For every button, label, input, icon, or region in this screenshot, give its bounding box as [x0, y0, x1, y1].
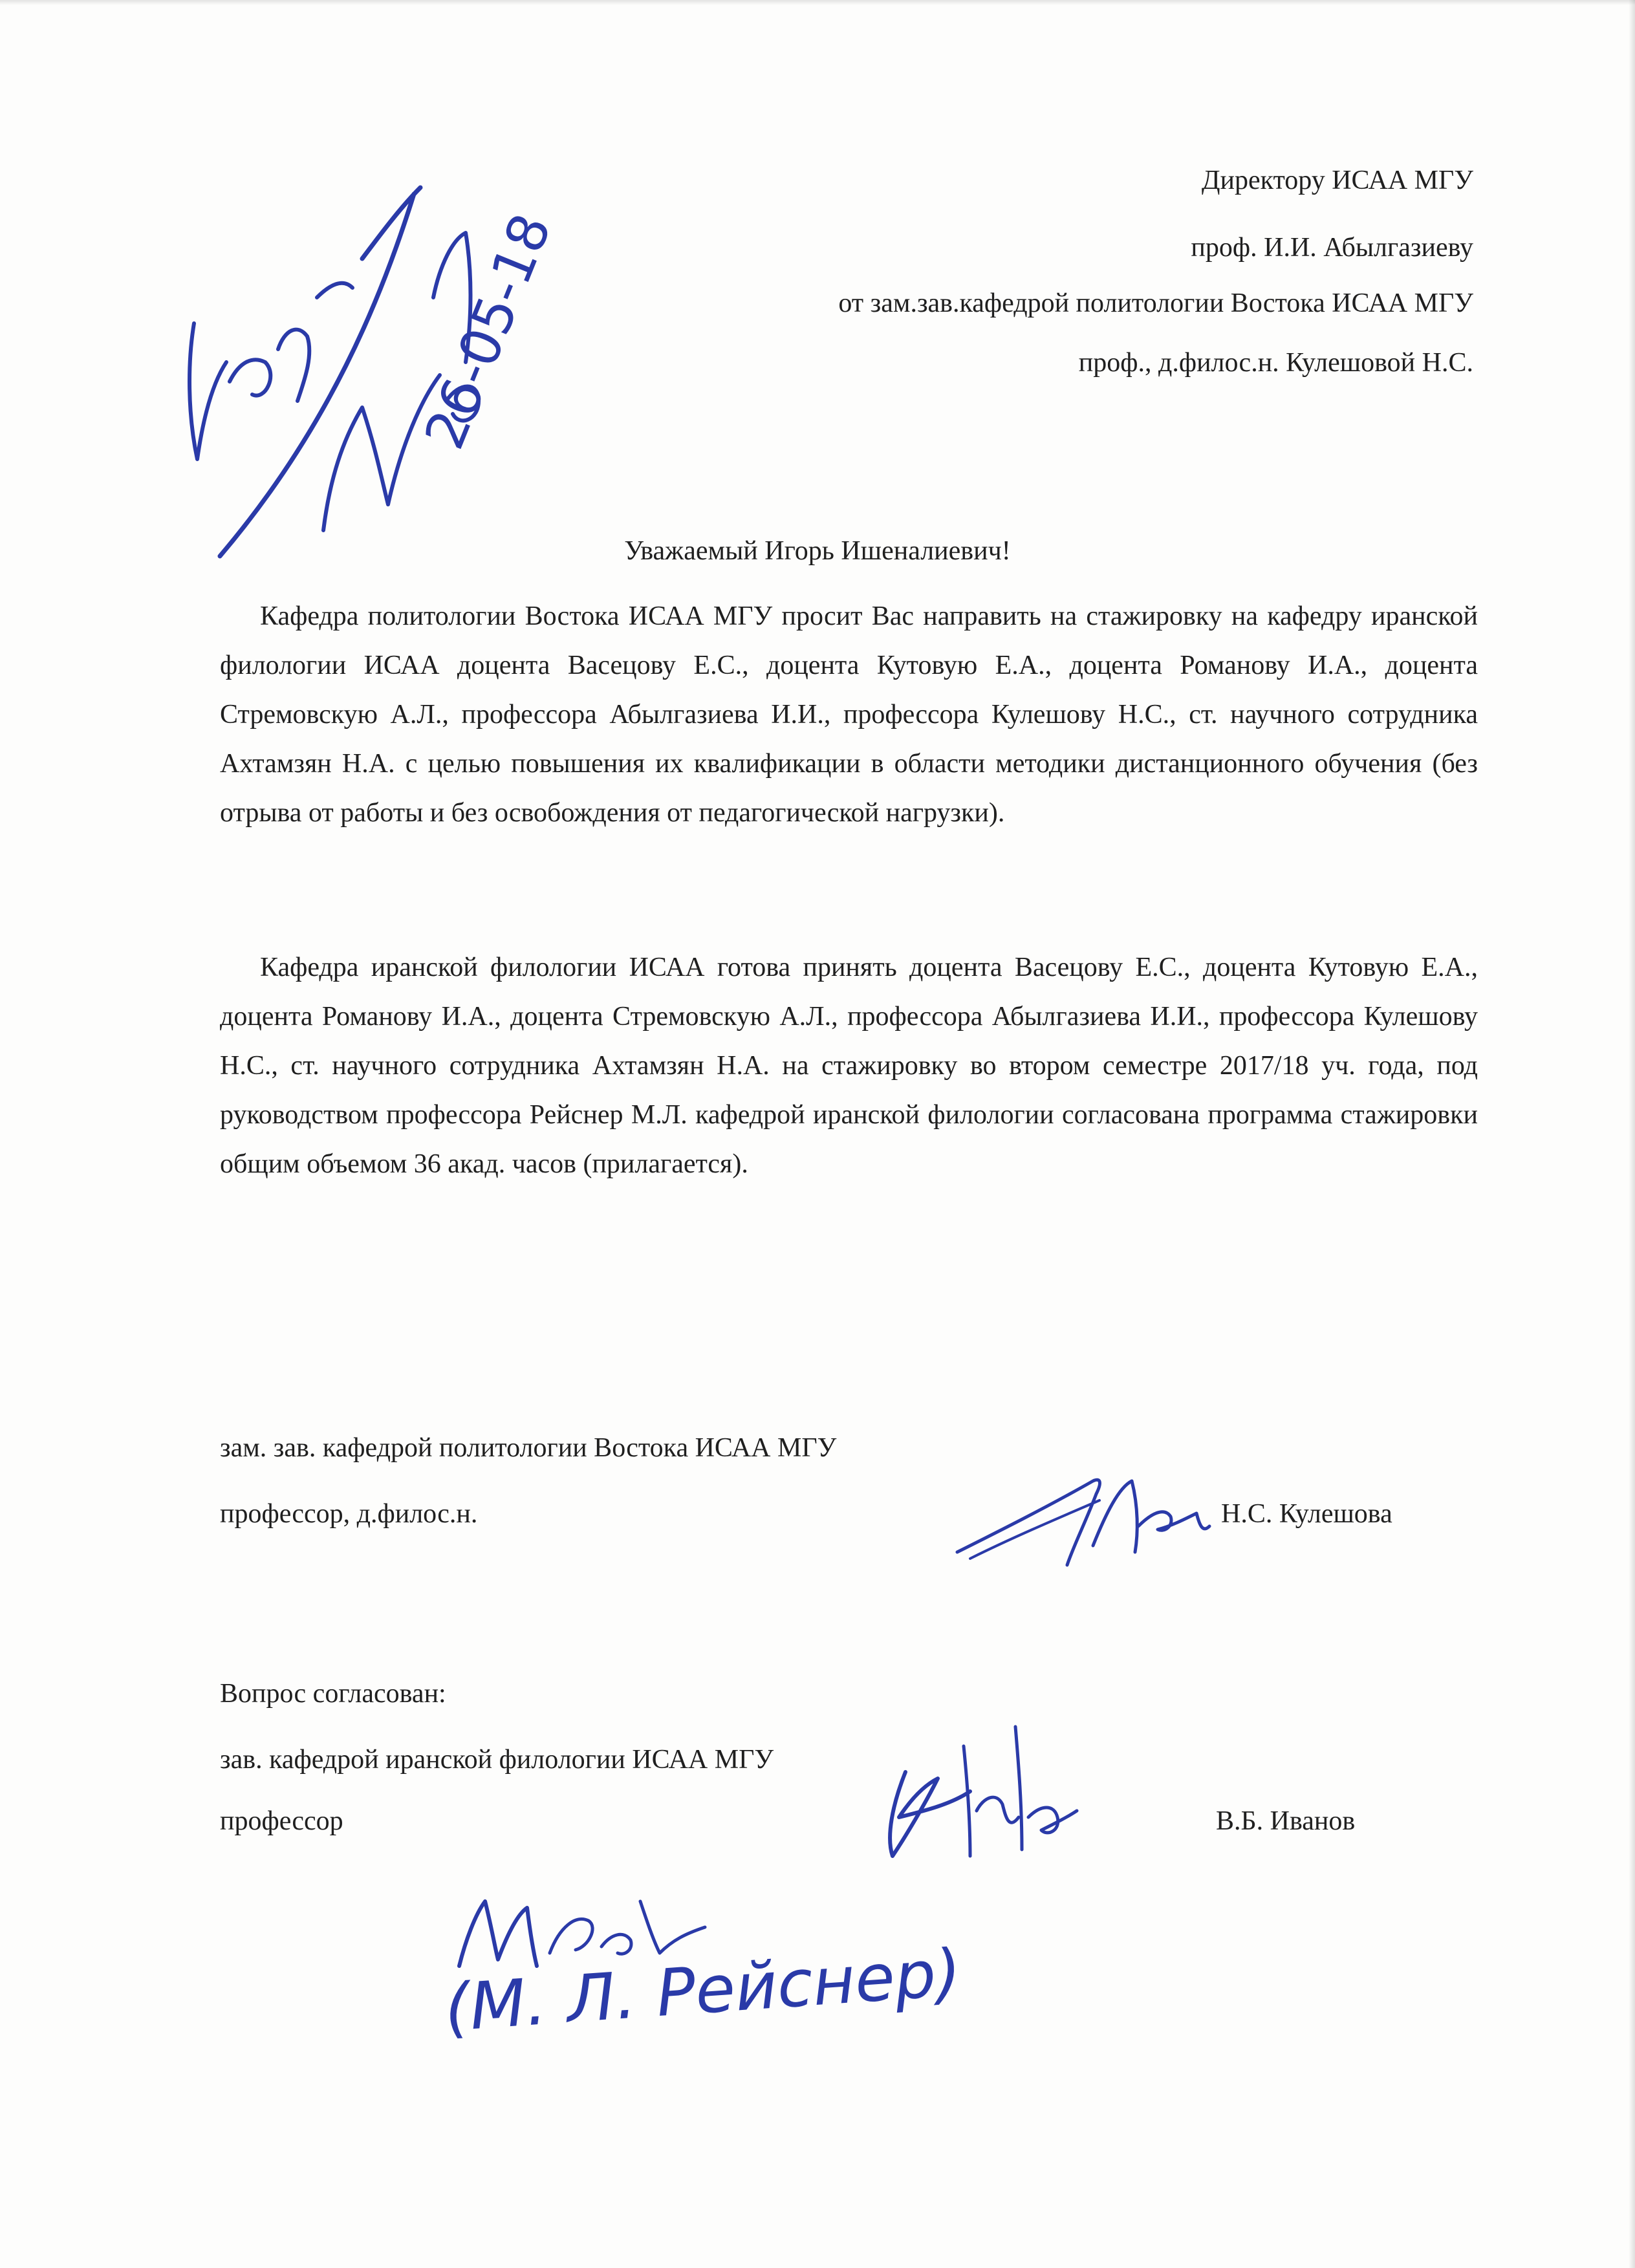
sender-line-2: проф., д.филос.н. Кулешовой Н.С.	[1078, 348, 1473, 378]
reisner-name-text: (М. Л. Рейснер)	[442, 1934, 963, 2046]
addressee-line-1: Директору ИСАА МГУ	[1201, 166, 1473, 195]
approver-title: профессор	[220, 1806, 343, 1836]
scan-edge-shadow	[1629, 0, 1635, 2268]
approval-label: Вопрос согласован:	[220, 1679, 446, 1709]
signature-kuleshova	[944, 1455, 1229, 1584]
signatory-position: зам. зав. кафедрой политологии Востока ИСАА МГУ	[220, 1433, 837, 1463]
addressee-line-2: проф. И.И. Абылгазиеву	[1191, 233, 1473, 263]
body-paragraph-1: Кафедра политологии Востока ИСАА МГУ просит Вас направить на стажировку на кафедру иранской филологии ИСАА доцента Васецову Е.С., доцента Кутовую Е.А., доцента Романову И.А., доцента Стремовскую А.Л., профессора Абылгазиева И.И., профессора Кулешову Н.С., ст. научного сотрудника Ахтамзян Н.А. с целью повышения их квалификации в области методики дистанционного обучения (без отрыва от работы и без освобождения от педагогической нагрузки).	[220, 601, 1478, 828]
reisner-name-handwriting	[440, 1934, 983, 2069]
signature-ivanov	[854, 1707, 1087, 1875]
resolution-date	[414, 194, 621, 466]
salutation: Уважаемый Игорь Ишеналиевич!	[624, 536, 1011, 566]
body-paragraph-2: Кафедра иранской филологии ИСАА готова принять доцента Васецову Е.С., доцента Кутовую Е.А., доцента Романову И.А., доцента Стремовскую А.Л., профессора Абылгазиева И.И., профессора Кулешову Н.С., ст. научного сотрудника Ахтамзян Н.А. на стажировку во втором семестре 2017/18 уч. года, под руководством профессора Рейснер М.Л. кафедрой иранской филологии согласована программа стажировки общим объемом 36 акад. часов (прилагается).	[220, 953, 1478, 1179]
sender-line-1: от зам.зав.кафедрой политологии Востока ИСАА МГУ	[838, 288, 1473, 318]
signatory-name: Н.С. Кулешова	[1221, 1499, 1392, 1529]
scan-top-shadow	[0, 0, 1635, 5]
approver-position: зав. кафедрой иранской филологии ИСАА МГУ	[220, 1745, 774, 1775]
resolution-date-text: 26-05-18	[412, 205, 564, 458]
approver-name: В.Б. Иванов	[1216, 1806, 1356, 1836]
signatory-title: профессор, д.филос.н.	[220, 1499, 478, 1529]
